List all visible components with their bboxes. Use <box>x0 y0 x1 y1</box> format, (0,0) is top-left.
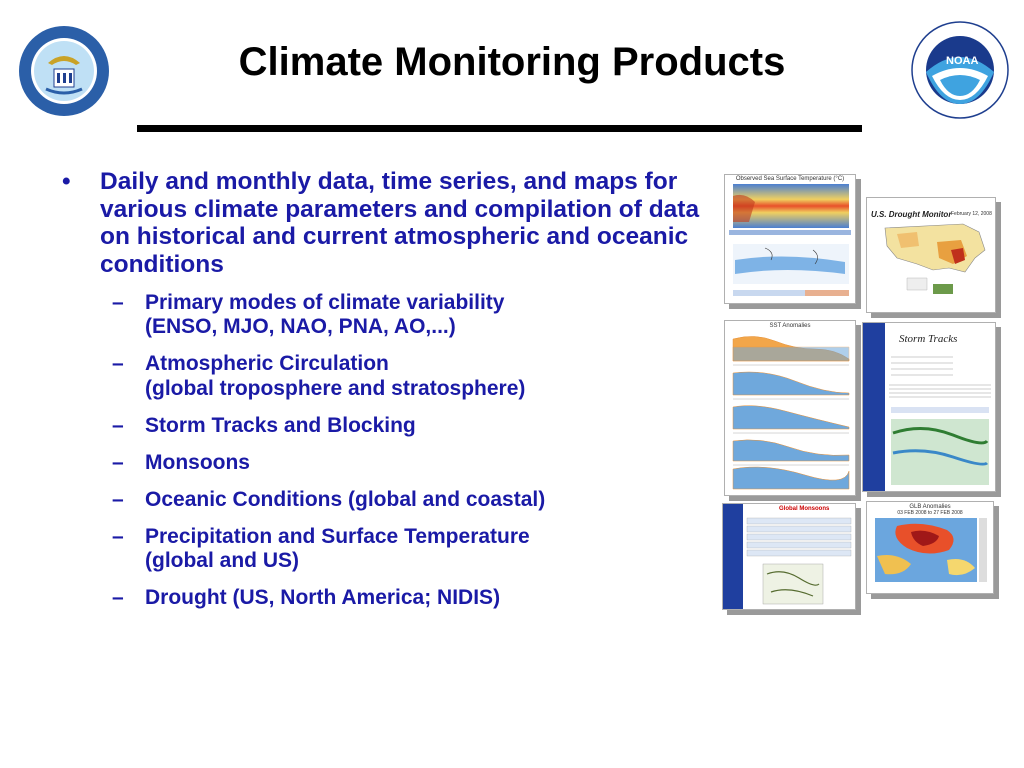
dash-marker: – <box>112 524 124 548</box>
storm-tracks-thumbnail <box>862 322 996 492</box>
glb-anomalies-map <box>867 516 993 592</box>
main-bullet-text: Daily and monthly data, time series, and maps for various climate parameters and compilation of data on historical and current atmospheric and oceanic conditions <box>100 168 700 278</box>
glb-anomalies-thumbnail <box>866 501 994 594</box>
monsoons-title: Global Monsoons <box>779 506 830 512</box>
noaa-seal-label: NOAA <box>946 55 979 67</box>
us-drought-map <box>867 198 995 312</box>
sub-bullet-text: Precipitation and Surface Temperature <box>145 524 530 548</box>
sub-bullet-atmospheric-circulation <box>62 352 702 401</box>
glb-anomalies-title: GLB Anomalies <box>909 504 951 510</box>
storm-tracks-title: Storm Tracks <box>899 333 958 345</box>
sub-bullet-monsoons <box>62 451 702 476</box>
global-monsoons-thumbnail <box>722 503 856 610</box>
sub-bullet-text: Atmospheric Circulation <box>145 352 389 375</box>
sub-bullet-climate-variability <box>62 291 702 340</box>
sub-bullet-text: Oceanic Conditions (global and coastal) <box>145 487 546 511</box>
drought-monitor-date: February 12, 2008 <box>951 211 992 217</box>
sub-bullet-text: Storm Tracks and Blocking <box>145 413 416 437</box>
dash-marker: – <box>112 413 124 437</box>
noaa-seal <box>910 20 1010 120</box>
title-underline <box>137 125 862 132</box>
department-of-commerce-seal <box>18 25 110 117</box>
sub-bullet-text: (ENSO, MJO, NAO, PNA, AO,...) <box>145 315 456 338</box>
drought-monitor-title: U.S. Drought Monitor <box>871 210 952 219</box>
sub-bullet-text: Drought (US, North America; NIDIS) <box>145 586 501 609</box>
dash-marker: – <box>112 290 124 314</box>
main-bullet <box>62 168 702 278</box>
glb-anomalies-subtitle: 03 FEB 2008 to 27 FEB 2008 <box>897 510 963 516</box>
sub-bullet-precipitation-temperature <box>62 525 702 574</box>
bullet-list <box>62 168 702 611</box>
bullet-marker: • <box>62 168 71 195</box>
sub-bullet-drought <box>62 586 702 611</box>
sub-bullet-text: Primary modes of climate variability <box>145 290 505 314</box>
sub-bullet-oceanic-conditions <box>62 488 702 513</box>
sst-anomaly-panels <box>725 329 855 493</box>
sst-series-title: SST Anomalies <box>769 323 811 329</box>
drought-monitor-thumbnail <box>866 197 996 313</box>
dash-marker: – <box>112 450 124 474</box>
dash-marker: – <box>112 586 124 609</box>
dash-marker: – <box>112 352 124 375</box>
sub-bullet-text: (global troposphere and stratosphere) <box>145 376 526 400</box>
sst-map-image <box>725 182 855 304</box>
storm-tracks-page-body <box>863 323 995 491</box>
sst-anomaly-series-thumbnail <box>724 320 856 496</box>
monsoons-table-and-map <box>723 504 855 609</box>
sub-bullet-text: (global and US) <box>145 549 299 572</box>
sub-bullet-storm-tracks <box>62 414 702 439</box>
sst-maps-thumbnail <box>724 174 856 304</box>
slide-title: Climate Monitoring Products <box>238 40 786 84</box>
sst-map-title: Observed Sea Surface Temperature (°C) <box>735 176 845 182</box>
sub-bullet-text: Monsoons <box>145 450 250 474</box>
dash-marker: – <box>112 487 124 511</box>
